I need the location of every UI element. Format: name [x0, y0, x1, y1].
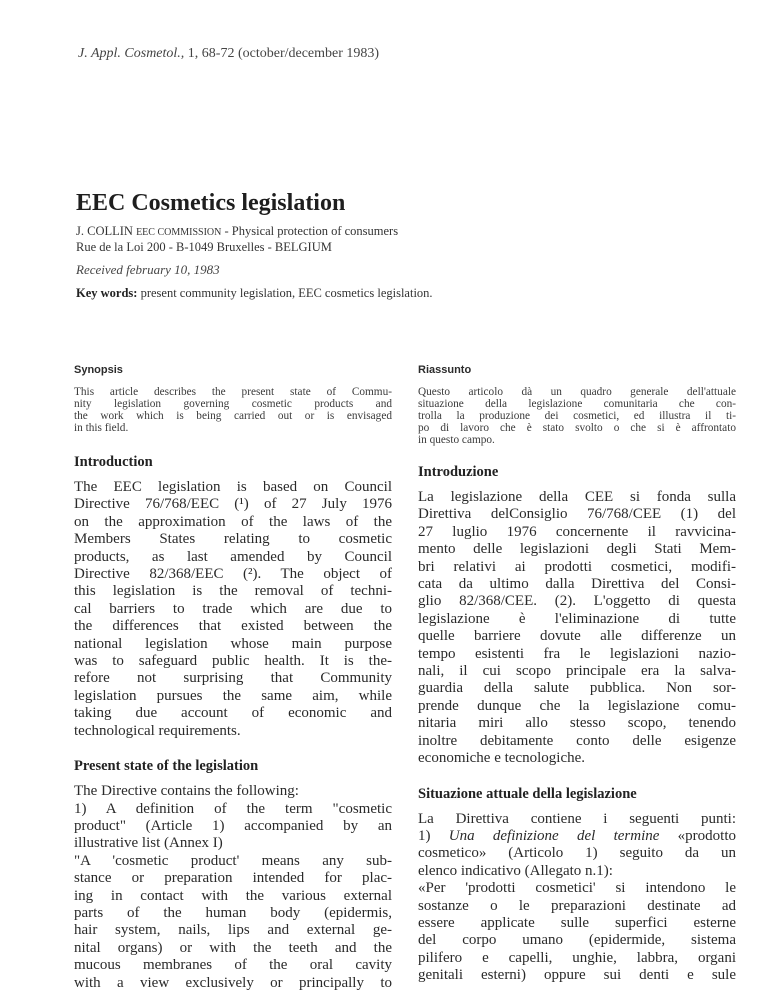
text-line: 27 luglio 1976 concernente il ravvicina-: [418, 523, 736, 540]
italic-term: Una definizione del termine: [448, 827, 660, 844]
text-line: 1) A definition of the term "cosmetic: [74, 800, 392, 817]
text-line: illustrative list (Annex I): [74, 835, 223, 852]
text-line: bri relativi ai prodotti cosmetici, modifi-: [418, 558, 736, 575]
text-line: economiche e tecnologiche.: [418, 750, 586, 767]
synopsis-heading: Synopsis: [74, 364, 123, 376]
author-address: Rue de la Loi 200 - B-1049 Bruxelles - BELGIUM: [76, 240, 332, 254]
keywords-label: Key words:: [76, 286, 138, 300]
synopsis-text: [74, 386, 392, 434]
text-line: stance or preparation intended for plac-: [74, 870, 392, 887]
text-line: ing in contact with the various external: [74, 887, 392, 904]
text-line: cata da ultimo dalla Direttiva del Consi-: [418, 576, 736, 593]
author-affiliation-dept: - Physical protection of consumers: [224, 224, 399, 238]
text-line: mento delle legislazioni degli Stati Mem-: [418, 541, 736, 558]
journal-name: J. Appl. Cosmetol.,: [78, 46, 185, 61]
term-quote: «prodotto: [677, 827, 737, 844]
text-line: po di lavoro che è stato svolto o che si è affrontato: [418, 422, 736, 434]
text-line: prende dunque che la legislazione comu-: [418, 697, 736, 714]
text-line: tempo esistenti fra le legislazioni nazio-: [418, 645, 736, 662]
text-line: quelle barriere dovute alle differenze un: [418, 628, 736, 645]
text-line: Directive 76/768/EEC (¹) of 27 July 1976: [74, 496, 392, 513]
text-line: in questo campo.: [418, 434, 495, 446]
text-line: in this field.: [74, 422, 129, 434]
text-line: with a view exclusively or principally to: [74, 974, 392, 991]
text-line: products, as last amended by Council: [74, 548, 392, 565]
text-line: national legislation whose main purpose: [74, 635, 392, 652]
text-line: This article describes the present state of Commu-: [74, 386, 392, 398]
text-line: on the approximation of the laws of the: [74, 513, 392, 530]
text-line: pilifero e capelli, unghie, labbra, organi: [418, 949, 736, 966]
text-line: inoltre debitamente conto delle esigenze: [418, 732, 736, 749]
text-line: Questo articolo dà un quadro generale dell'attuale: [418, 386, 736, 398]
author-block: [76, 224, 398, 254]
journal-reference: [78, 46, 379, 62]
riassunto-text: [418, 386, 736, 446]
text-line: La Direttiva contiene i seguenti punti:: [418, 810, 736, 827]
text-line: genitali esterni) oppure sui denti e sule: [418, 967, 736, 984]
text-line: trolla la produzione dei cosmetici, ed illustra il ti-: [418, 410, 736, 422]
text-line: the work which is being carried out or is envisaged: [74, 410, 392, 422]
text-line: was to safeguard public health. It is the-: [74, 653, 392, 670]
text-line: product" (Article 1) accompanied by an: [74, 817, 392, 834]
article-title: EEC Cosmetics legislation: [76, 190, 346, 216]
text-line: nity legislation governing cosmetic products and: [74, 398, 392, 410]
text-line: The Directive contains the following:: [74, 783, 299, 800]
text-line: nali, il cui scopo principale era la salva-: [418, 663, 736, 680]
text-line: nital organs) or with the teeth and the: [74, 939, 392, 956]
text-line: "A 'cosmetic product' means any sub-: [74, 852, 392, 869]
text-line: taking due account of economic and: [74, 705, 392, 722]
present-state-text: [74, 783, 392, 992]
text-line: Direttiva delConsiglio 76/768/CEE (1) del: [418, 506, 736, 523]
text-line: elenco indicativo (Allegato n.1):: [418, 862, 613, 879]
text-line: cal barriers to trade which are due to: [74, 600, 392, 617]
text-line: del corpo umano (epidermide, sistema: [418, 932, 736, 949]
received-date: Received february 10, 1983: [76, 262, 220, 277]
text-line: legislazione è l'eliminazione di tutte: [418, 610, 736, 627]
text-line: essere applicate sulle superfici esterne: [418, 914, 736, 931]
text-line: [418, 828, 736, 845]
item-number: 1): [418, 827, 431, 844]
text-line: the differences that existed between the: [74, 618, 392, 635]
text-line: guardia della salute pubblica. Non sor-: [418, 680, 736, 697]
text-line: hair system, nails, lips and external ge-: [74, 922, 392, 939]
text-line: Directive 82/368/EEC (²). The object of: [74, 566, 392, 583]
text-line: refore not surprising that Community: [74, 670, 392, 687]
text-line: The EEC legislation is based on Council: [74, 479, 392, 495]
text-line: glio 82/368/CEE. (2). L'oggetto di questa: [418, 593, 736, 610]
keywords-text: present community legislation, EEC cosmetics legislation.: [140, 286, 433, 300]
text-line: legislation pursues the same aim, while: [74, 687, 392, 704]
text-line: cosmetico» (Articolo 1) seguito da un: [418, 845, 736, 862]
author-line: [76, 224, 398, 240]
text-line: «Per 'prodotti cosmetici' si intendono le: [418, 880, 736, 897]
situazione-heading: Situazione attuale della legislazione: [418, 785, 637, 802]
left-column: [74, 364, 392, 992]
author-name: J. COLLIN: [76, 224, 133, 238]
text-line: sostanze o le preparazioni destinate ad: [418, 897, 736, 914]
present-state-heading: Present state of the legislation: [74, 758, 259, 775]
introduction-text: [74, 479, 392, 740]
introduzione-text: [418, 489, 736, 768]
introduction-heading: Introduction: [74, 454, 153, 470]
text-line: La legislazione della CEE si fonda sulla: [418, 489, 736, 505]
journal-details: 1, 68-72 (october/december 1983): [187, 46, 380, 61]
text-line: mucous membranes of the oral cavity: [74, 957, 392, 974]
author-affiliation-org: EEC COMMISSION: [136, 227, 222, 238]
text-line: situazione della legislazione comunitaria che con-: [418, 398, 736, 410]
keywords: [76, 286, 433, 301]
right-column: [418, 364, 736, 985]
text-line: parts of the human body (epidermis,: [74, 904, 392, 921]
text-line: Members States relating to cosmetic: [74, 531, 392, 548]
text-line: nitaria miri allo stesso scopo, tenendo: [418, 715, 736, 732]
text-line: technological requirements.: [74, 722, 241, 739]
introduzione-heading: Introduzione: [418, 464, 499, 480]
situazione-text: [418, 811, 736, 985]
riassunto-heading: Riassunto: [418, 364, 472, 376]
text-line: this legislation is the removal of techni-: [74, 583, 392, 600]
